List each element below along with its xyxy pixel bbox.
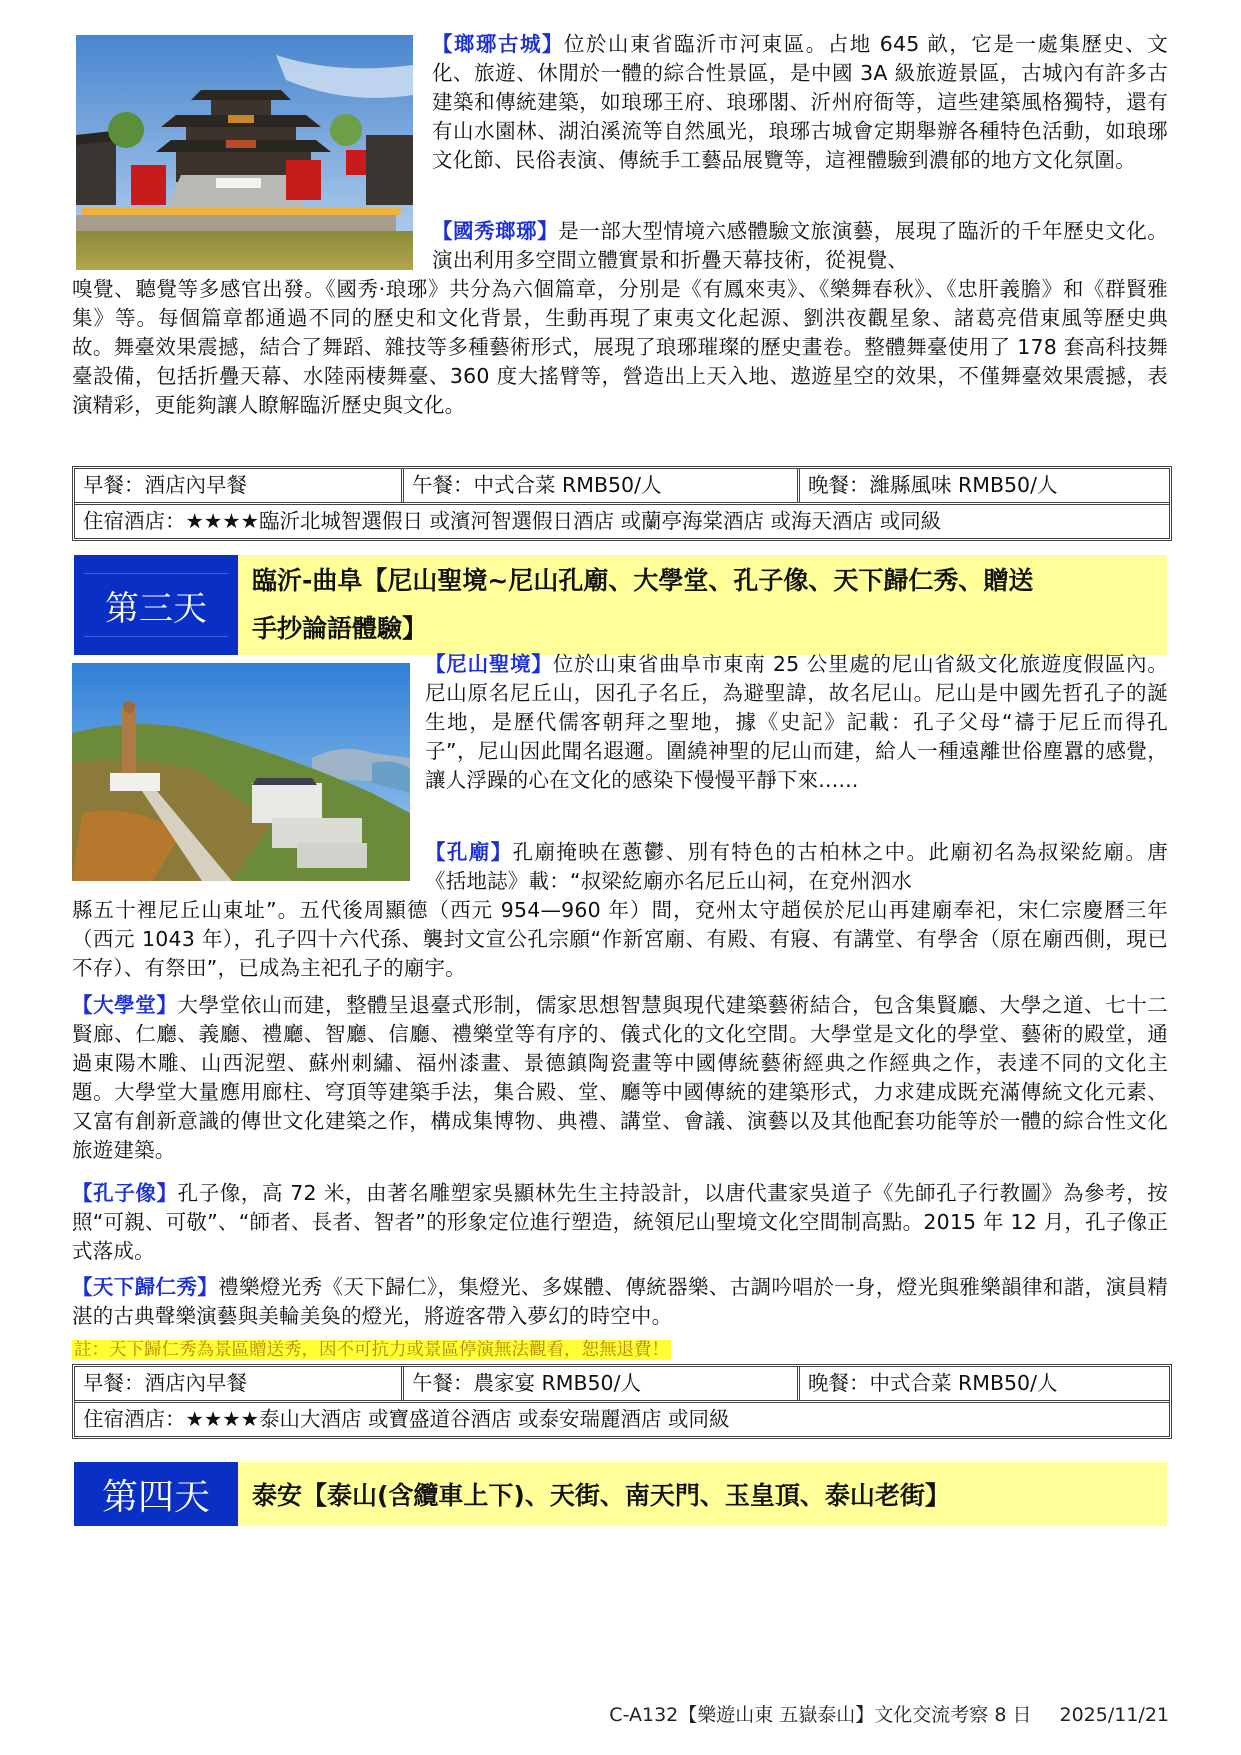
nishan-shengjing-heading: 【尼山聖境】 (425, 652, 553, 676)
day4-title (238, 1462, 1167, 1526)
kongmiao-text-full: 縣五十裡尼丘山東址”。五代後周顯德（西元 954—960 年）間，兗州太守趙侯於尼山再建廟奉祀，宋仁宗慶曆三年（西元 1043 年），孔子四十六代孫、襲封文宣公孔宗願“作新宮廟、有殿、有寢、有講堂、有學舍（原在廟西側，現已不存）、有祭田”，已成為主祀孔子的廟宇。 (72, 898, 1168, 980)
day4-label-box (74, 1462, 238, 1526)
footer-title: C-A132【樂遊山東 五嶽泰山】文化交流考察 8 日 (609, 1704, 1032, 1726)
day3-meal-hotel-table (72, 1364, 1172, 1439)
langya-ancient-city-photo (76, 35, 413, 270)
kongzixiang-text: 孔子像，高 72 米，由著名雕塑家吳顯林先生主持設計，以唐代畫家吳道子《先師孔子行教圖》為參考，按照“可親、可敬”、“師者、長者、智者”的形象定位進行塑造，統領尼山聖境文化空間制高點。2015 年 12 月，孔子像正式落成。 (72, 1181, 1169, 1263)
tianxia-guiren-note: 註：天下歸仁秀為景區贈送秀，因不可抗力或景區停演無法觀看，恕無退費！ (74, 1340, 669, 1360)
nishan-photo-illustration (72, 663, 410, 881)
hotel-cell: 住宿酒店：★★★★臨沂北城智選假日 或濱河智選假日酒店 或蘭亭海棠酒店 或海天酒店 或同級 (83, 509, 942, 533)
hotel-row (75, 1403, 1169, 1436)
footer-date: 2025/11/21 (1059, 1704, 1169, 1726)
langya-ancient-city-paragraph (432, 30, 1168, 175)
day3-label: 第三天 (105, 588, 207, 629)
tianxia-guiren-heading: 【天下歸仁秀】 (72, 1275, 219, 1299)
breakfast-cell: 早餐：酒店內早餐 (83, 1371, 247, 1395)
guoxiu-langya-paragraph-wrap (432, 217, 1168, 275)
kongmiao-heading: 【孔廟】 (425, 840, 513, 864)
day4-header (74, 1462, 1167, 1526)
nishan-shengjing-photo (72, 663, 410, 881)
daxuetang-paragraph (72, 991, 1168, 1165)
lunch-cell: 午餐：農家宴 RMB50/人 (401, 1367, 797, 1400)
guoxiu-langya-paragraph-full (72, 275, 1168, 420)
nishan-shengjing-text: 位於山東省曲阜市東南 25 公里處的尼山省級文化旅遊度假區內。尼山原名尼丘山，因孔子名丘，為避聖諱，故名尼山。尼山是中國先哲孔子的誕生地，是歷代儒客朝拜之聖地，據《史記》記載：孔子父母“禱于尼丘而得孔子”，尼山因此聞名遐邇。圍繞神聖的尼山而建，給人一種遠離世俗塵囂的感覺，讓人浮躁的心在文化的感染下慢慢平靜下來...... (425, 652, 1168, 792)
page-footer (609, 1700, 1169, 1727)
day3-title-line1: 臨沂-曲阜【尼山聖境~尼山孔廟、大學堂、孔子像、天下歸仁秀、贈送 (252, 566, 1034, 595)
langya-ancient-city-heading: 【瑯琊古城】 (432, 32, 564, 56)
tianxia-note-wrap (72, 1338, 671, 1362)
meal-row (75, 469, 1169, 505)
guoxiu-langya-heading: 【國秀瑯琊】 (432, 219, 559, 243)
day4-title-text: 泰安【泰山(含纜車上下)、天街、南天門、玉皇頂、泰山老街】 (252, 1481, 950, 1510)
tianxia-guiren-paragraph (72, 1273, 1168, 1331)
kongmiao-paragraph-full (72, 896, 1168, 983)
hotel-cell: 住宿酒店：★★★★泰山大酒店 或寶盛道谷酒店 或泰安瑞麗酒店 或同級 (83, 1407, 730, 1431)
nishan-shengjing-paragraph (425, 650, 1168, 795)
hotel-row (75, 505, 1169, 538)
kongmiao-paragraph-wrap (425, 838, 1168, 896)
kongzixiang-paragraph (72, 1179, 1168, 1266)
langya-photo-illustration (76, 35, 413, 270)
day3-title (238, 555, 1167, 655)
day3-header (74, 555, 1167, 655)
kongmiao-text-wrap: 孔廟掩映在蔥鬱、別有特色的古柏林之中。此廟初名為叔梁紇廟。唐《括地誌》載：“叔梁紇廟亦名尼丘山祠，在兗州泗水 (425, 840, 1168, 893)
tianxia-guiren-text: 禮樂燈光秀《天下歸仁》，集燈光、多媒體、傳統器樂、古調吟唱於一身，燈光與雅樂韻律和諧，演員精湛的古典聲樂演藝與美輪美奐的燈光，將遊客帶入夢幻的時空中。 (72, 1275, 1168, 1328)
day3-title-line2: 手抄論語體驗】 (252, 614, 428, 643)
langya-ancient-city-text: 位於山東省臨沂市河東區。占地 645 畝，它是一處集歷史、文化、旅遊、休閒於一體的綜合性景區，是中國 3A 級旅遊景區，古城內有許多古建築和傳統建築，如琅琊王府、琅琊閣、沂州府衙等，這些建築風格獨特，還有有山水園林、湖泊溪流等自然風光，琅琊古城會定期舉辦各種特色活動，如琅琊文化節、民俗表演、傳統手工藝品展覽等，這裡體驗到濃郁的地方文化氛圍。 (432, 32, 1168, 172)
daxuetang-heading: 【大學堂】 (72, 993, 178, 1017)
breakfast-cell: 早餐：酒店內早餐 (83, 473, 247, 497)
day3-label-box (74, 555, 238, 655)
day4-label: 第四天 (101, 1476, 210, 1518)
meal-row (75, 1367, 1169, 1403)
dinner-cell: 晚餐：濰縣風味 RMB50/人 (797, 469, 1169, 502)
guoxiu-langya-text-full: 嗅覺、聽覺等多感官出發。《國秀·琅琊》共分為六個篇章，分別是《有鳳來夷》、《樂舞春秋》、《忠肝義膽》和《群賢雅集》等。每個篇章都通過不同的歷史和文化背景，生動再現了東夷文化起源、劉洪夜觀星象、諸葛亮借東風等歷史典故。舞臺效果震撼，結合了舞蹈、雜技等多種藝術形式，展現了琅琊璀璨的歷史畫卷。整體舞臺使用了 178 套高科技舞臺設備，包括折疊天幕、水陸兩棲舞臺、360 度大搖臂等，營造出上天入地、遨遊星空的效果，不僅舞臺效果震撼，表演精彩，更能夠讓人瞭解臨沂歷史與文化。 (72, 277, 1168, 417)
lunch-cell: 午餐：中式合菜 RMB50/人 (401, 469, 797, 502)
kongzixiang-heading: 【孔子像】 (72, 1181, 178, 1205)
guoxiu-langya-text-wrap: 是一部大型情境六感體驗文旅演藝，展現了臨沂的千年歷史文化。演出利用多空間立體實景和折疊天幕技術，從視覺、 (432, 219, 1168, 272)
day2-meal-hotel-table (72, 466, 1172, 541)
daxuetang-text: 大學堂依山而建，整體呈退臺式形制，儒家思想智慧與現代建築藝術結合，包含集賢廳、大學之道、七十二賢廊、仁廳、義廳、禮廳、智廳、信廳、禮樂堂等有序的、儀式化的文化空間。大學堂是文化的學堂、藝術的殿堂，通過東陽木雕、山西泥塑、蘇州刺繡、福州漆畫、景德鎮陶瓷畫等中國傳統藝術經典之作經典之作，表達不同的文化主題。大學堂大量應用廊柱、穹頂等建築手法，集合殿、堂、廳等中國傳統的建築形式，力求建成既充滿傳統文化元素、又富有創新意識的傳世文化建築之作，構成集博物、典禮、講堂、會議、演藝以及其他配套功能等於一體的綜合性文化旅遊建築。 (72, 993, 1168, 1162)
dinner-cell: 晚餐：中式合菜 RMB50/人 (797, 1367, 1169, 1400)
